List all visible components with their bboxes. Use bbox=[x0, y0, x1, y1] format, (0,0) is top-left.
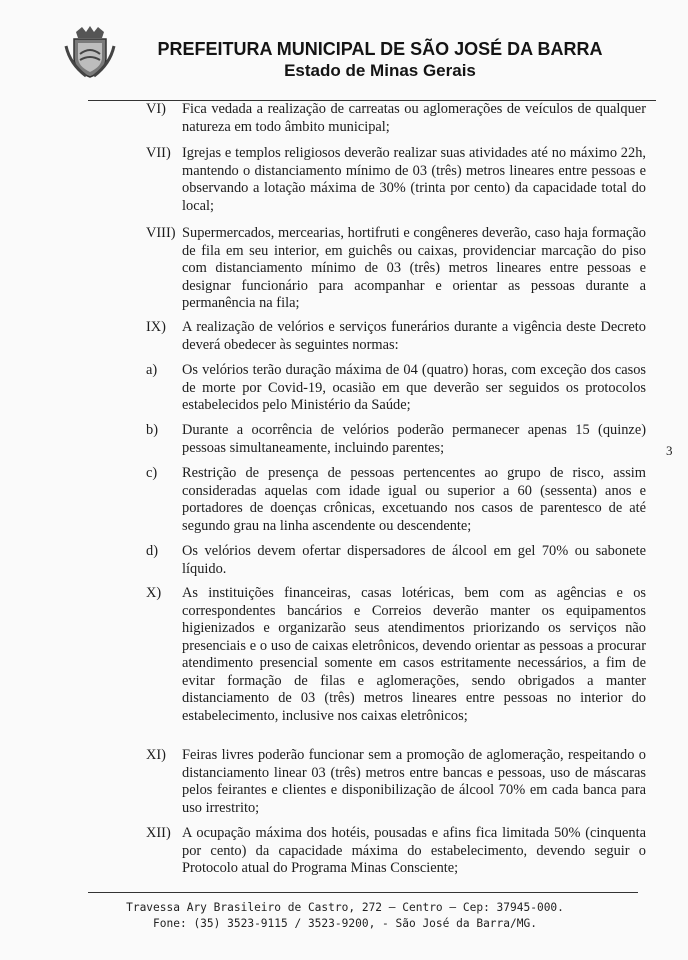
item-text: Supermercados, mercearias, hortifruti e congêneres deverão, caso haja formação de fila em seu interior, em guichês ou caixas, providenciar marcação do piso com distanciamento mínimo de 03 (três) metros lineares entre pessoas e designar funcionário para acompanhar e orientar as pessoas durante a permanência na fila; bbox=[182, 225, 646, 311]
item-text: Os velórios terão duração máxima de 04 (quatro) horas, com exceção dos casos de morte por Covid-19, ocasião em que deverão ser seguidos os protocolos estabelecidos pelo Ministério da Saúde; bbox=[182, 362, 646, 413]
list-item bbox=[146, 747, 646, 817]
item-text: Restrição de presença de pessoas pertencentes ao grupo de risco, assim consideradas aquelas com idade igual ou superior a 60 (sessenta) anos e portadores de doenças crônicas, excetuando nos casos de parentesco de até segundo grau na linha ascendente ou descendente; bbox=[182, 465, 646, 534]
list-item bbox=[146, 362, 646, 415]
item-label: XII) bbox=[146, 825, 171, 841]
item-label: VII) bbox=[146, 145, 171, 161]
letterhead bbox=[0, 0, 688, 100]
state-name: Estado de Minas Gerais bbox=[284, 61, 476, 80]
list-item bbox=[146, 225, 646, 313]
municipal-coat-of-arms-icon bbox=[62, 24, 118, 80]
footer-divider bbox=[88, 892, 638, 893]
list-item bbox=[146, 825, 646, 878]
item-label: b) bbox=[146, 422, 158, 438]
list-item bbox=[146, 101, 646, 136]
item-text: Igrejas e templos religiosos deverão realizar suas atividades até no máximo 22h, mantendo o distanciamento mínimo de 03 (três) metros lineares entre pessoas e observando a lotação máxima de 30% (trinta por cento) da capacidade total do local; bbox=[182, 145, 646, 214]
page-title bbox=[130, 38, 630, 82]
item-text: Fica vedada a realização de carreatas ou aglomerações de veículos de qualquer natureza em todo âmbito municipal; bbox=[182, 101, 646, 135]
footer bbox=[120, 900, 570, 932]
list-item bbox=[146, 422, 646, 457]
item-text: Os velórios devem ofertar dispersadores de álcool em gel 70% ou sabonete líquido. bbox=[182, 543, 646, 577]
list-item bbox=[146, 543, 646, 578]
footer-address: Travessa Ary Brasileiro de Castro, 272 – Centro – Cep: 37945-000. bbox=[126, 901, 564, 914]
item-label: IX) bbox=[146, 319, 166, 335]
item-label: XI) bbox=[146, 747, 166, 763]
item-text: As instituições financeiras, casas lotéricas, bem com as agências e os correspondentes bancários e Correios deverão manter os equipamentos higienizados e organizarão seus atendimentos priorizando os serviços não presenciais e o uso de caixas eletrônicos, devendo orientar as pessoas a procurar atendimento presencial somente em casos estritamente necessários, a fim de evitar formação de filas e aglomerações, sendo obrigados a manter distanciamento de 03 (três) metros lineares entre pessoas no interior do estabelecimento, inclusive nos caixas eletrônicos; bbox=[182, 585, 646, 724]
item-text: A ocupação máxima dos hotéis, pousadas e afins fica limitada 50% (cinquenta por cento) da capacidade máxima do estabelecimento, devendo seguir o Protocolo atual do Programa Minas Consciente; bbox=[182, 825, 646, 876]
item-text: Feiras livres poderão funcionar sem a promoção de aglomeração, respeitando o distanciamento linear 03 (três) metros entre bancas e pessoas, uso de máscaras pelos feirantes e clientes e disponibilização de álcool 70% em cada banca para uso irrestrito; bbox=[182, 747, 646, 816]
list-item bbox=[146, 319, 646, 354]
municipality-name: PREFEITURA MUNICIPAL DE SÃO JOSÉ DA BARRA bbox=[157, 39, 603, 59]
item-label: a) bbox=[146, 362, 158, 378]
item-text: Durante a ocorrência de velórios poderão permanecer apenas 15 (quinze) pessoas simultaneamente, incluindo parentes; bbox=[182, 422, 646, 456]
list-item bbox=[146, 585, 646, 725]
item-text: A realização de velórios e serviços funerários durante a vigência deste Decreto deverá obedecer às seguintes normas: bbox=[182, 319, 646, 353]
item-label: VIII) bbox=[146, 225, 176, 241]
list-item bbox=[146, 145, 646, 215]
item-label: c) bbox=[146, 465, 158, 481]
item-label: X) bbox=[146, 585, 162, 601]
page-number: 3 bbox=[666, 443, 673, 458]
list-item bbox=[146, 465, 646, 535]
item-label: VI) bbox=[146, 101, 166, 117]
footer-phone: Fone: (35) 3523-9115 / 3523-9200, - São José da Barra/MG. bbox=[153, 917, 537, 930]
item-label: d) bbox=[146, 543, 158, 559]
